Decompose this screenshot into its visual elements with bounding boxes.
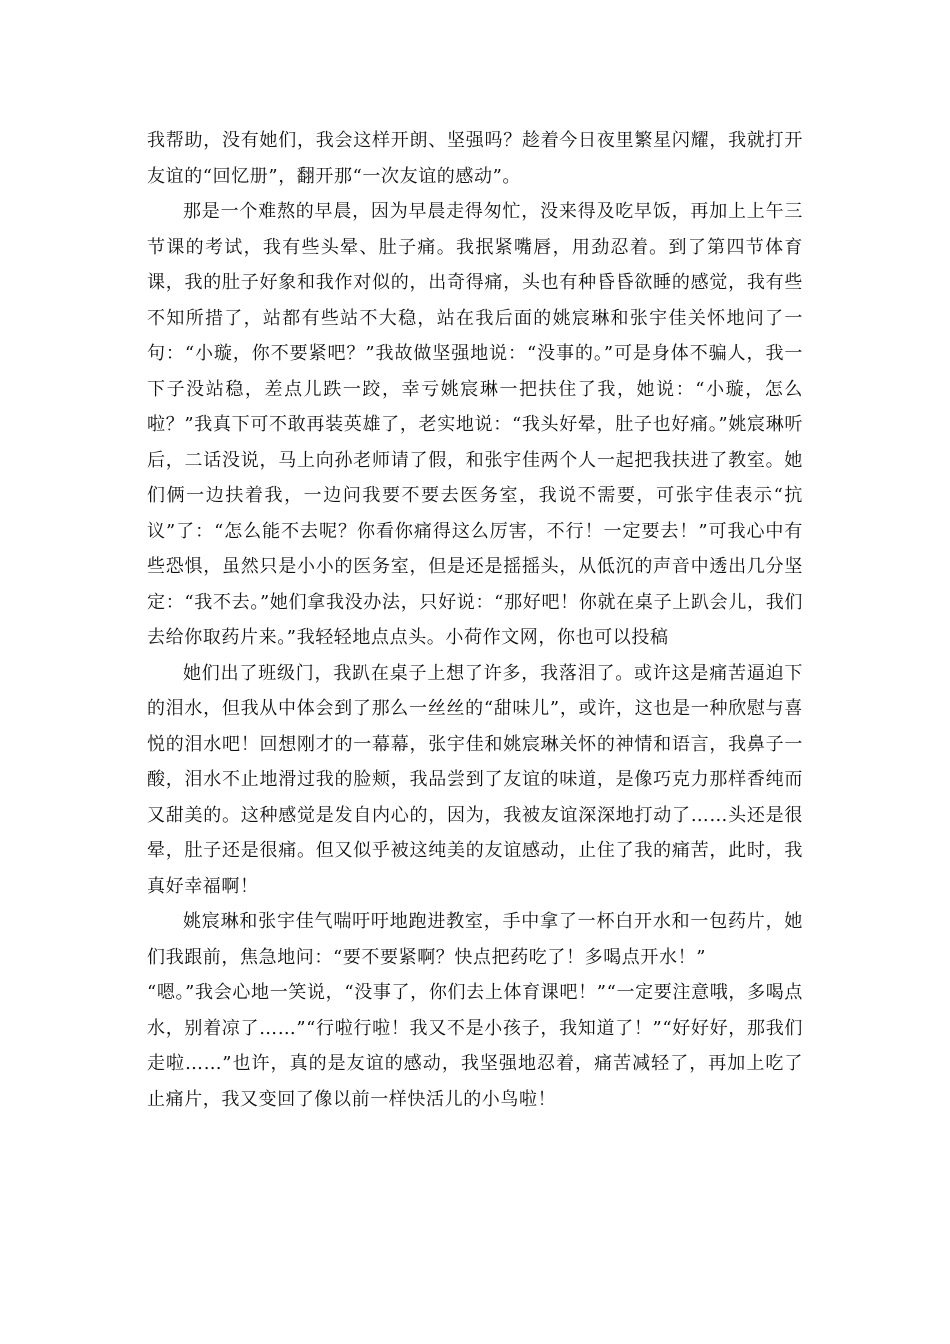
paragraph-morning-story: 那是一个难熬的早晨，因为早晨走得匆忙，没来得及吃早饭，再加上上午三节课的考试，我有些头晕、肚子痛。我抿紧嘴唇，用劲忍着。到了第四节体育课，我的肚子好象和我作对似的，出奇得痛，头也有种昏昏欲睡的感觉，我有些不知所措了，站都有些站不大稳，站在我后面的姚宸琳和张宇佳关怀地问了一句：“小璇，你不要紧吧？”我故做坚强地说：“没事的。”可是身体不骗人，我一下子没站稳，差点儿跌一跤，幸亏姚宸琳一把扶住了我，她说：“小璇，怎么啦？”我真下可不敢再装英雄了，老实地说：“我头好晕，肚子也好痛。”姚宸琳听后，二话没说，马上向孙老师请了假，和张宇佳两个人一起把我扶进了教室。她们俩一边扶着我，一边问我要不要去医务室，我说不需要，可张宇佳表示“抗议”了：“怎么能不去呢？你看你痛得这么厉害，不行！一定要去！”可我心中有些恐惧，虽然只是小小的医务室，但是还是摇摇头，从低沉的声音中透出几分坚定：“我不去。”她们拿我没办法，只好说：“那好吧！你就在桌子上趴会儿，我们去给你取药片来。”我轻轻地点点头。小荷作文网，你也可以投稿 bbox=[147, 201, 803, 648]
paragraph-ending: “嗯。”我会心地一笑说，“没事了，你们去上体育课吧！”“一定要注意哦，多喝点水，别着凉了……”“行啦行啦！我又不是小孩子，我知道了！”“好好好，那我们走啦……”也许，真的是友谊的感动，我坚强地忍着，痛苦减轻了，再加上吃了止痛片，我又变回了像以前一样快活儿的小鸟啦！ bbox=[147, 982, 803, 1110]
article-body bbox=[147, 123, 803, 1117]
paragraph-tears: 她们出了班级门，我趴在桌子上想了许多，我落泪了。或许这是痛苦逼迫下的泪水，但我从中体会到了那么一丝丝的“甜味儿”，或许，这也是一种欣慰与喜悦的泪水吧！回想刚才的一幕幕，张宇佳和姚宸琳关怀的神情和语言，我鼻子一酸，泪水不止地滑过我的脸颊，我品尝到了友谊的味道，是像巧克力那样香纯而又甜美的。这种感觉是发自内心的，因为，我被友谊深深地打动了……头还是很晕，肚子还是很痛。但又似乎被这纯美的友谊感动，止住了我的痛苦，此时，我真好幸福啊！ bbox=[147, 662, 803, 897]
paragraph-medicine: 姚宸琳和张宇佳气喘吁吁地跑进教室，手中拿了一杯白开水和一包药片，她们我跟前，焦急地问：“要不要紧啊？快点把药吃了！多喝点开水！” bbox=[147, 911, 803, 968]
paragraph-continuation: 我帮助，没有她们，我会这样开朗、坚强吗？趁着今日夜里繁星闪耀，我就打开友谊的“回忆册”，翻开那“一次友谊的感动”。 bbox=[147, 130, 803, 187]
